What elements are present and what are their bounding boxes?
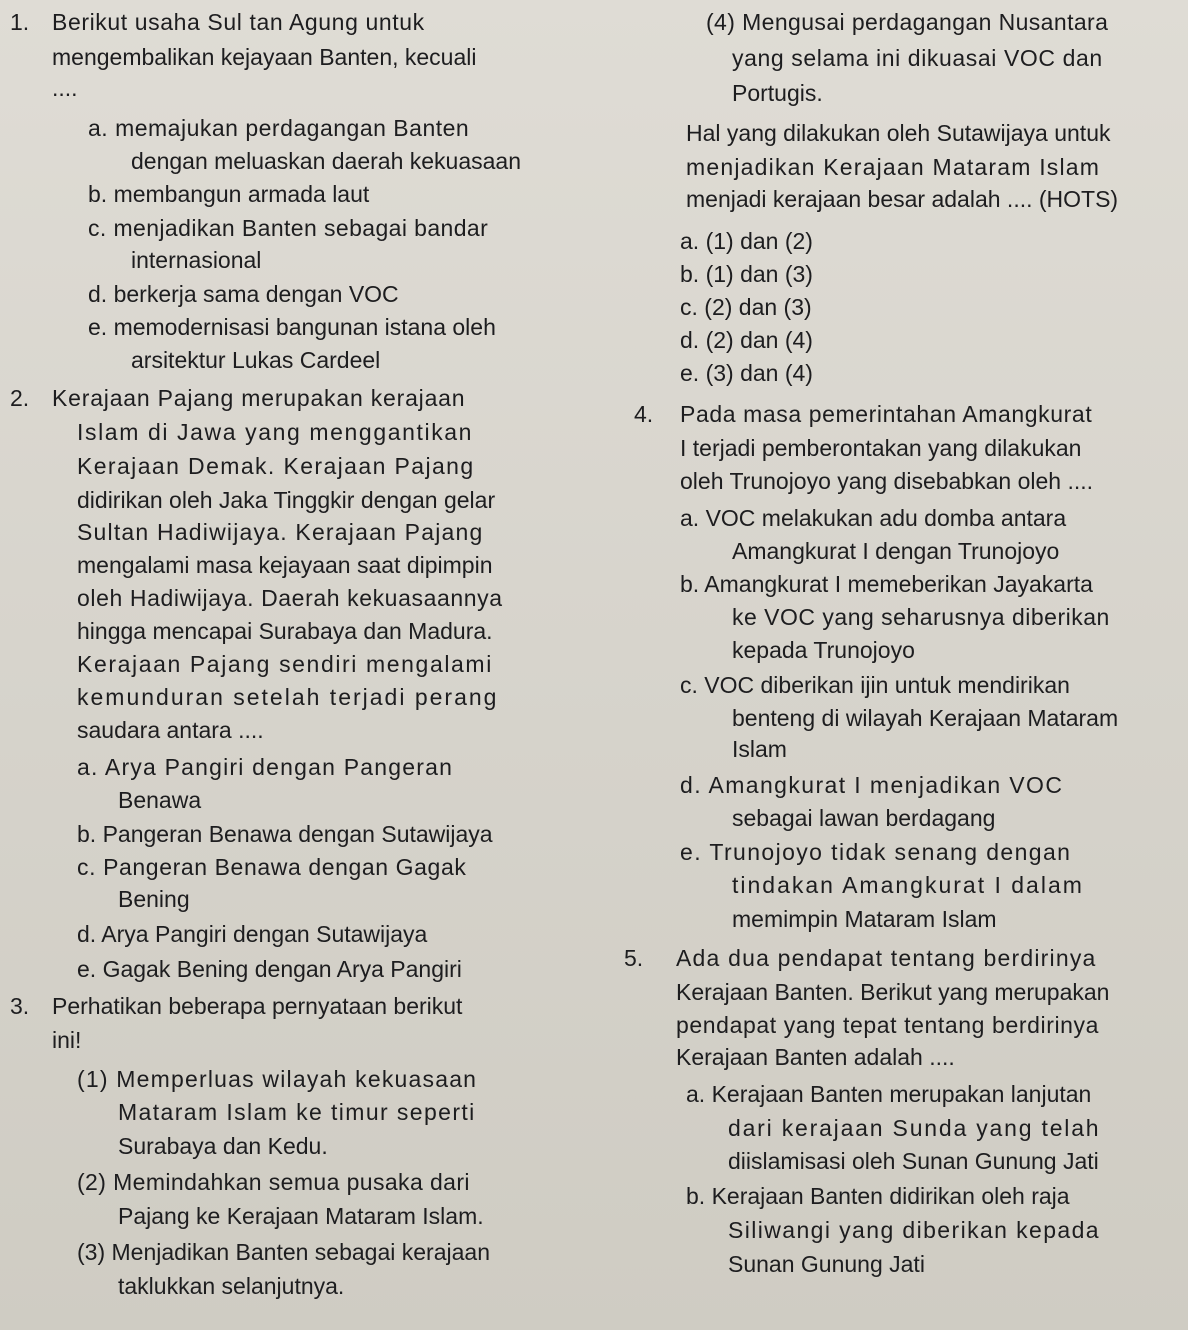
question-number: 4. xyxy=(634,401,654,427)
option-d-line[interactable]: d. Amangkurat I menjadikan VOC xyxy=(680,772,1064,798)
question-stem-line: Pada masa pemerintahan Amangkurat xyxy=(680,401,1093,427)
option-c-line[interactable]: Islam xyxy=(732,736,787,762)
question-stem-line: saudara antara .... xyxy=(77,717,264,743)
question-prompt-line: menjadi kerajaan besar adalah .... (HOTS) xyxy=(686,186,1119,212)
option-b-line[interactable]: kepada Trunojoyo xyxy=(732,637,915,663)
option-d-line[interactable]: sebagai lawan berdagang xyxy=(732,805,996,831)
option-c-line[interactable]: c. Pangeran Benawa dengan Gagak xyxy=(77,854,467,880)
option-e-line[interactable]: e. memodernisasi bangunan istana oleh xyxy=(88,314,496,340)
question-stem-line: Kerajaan Banten. Berikut yang merupakan xyxy=(676,979,1110,1005)
statement-2-line: (2) Memindahkan semua pusaka dari xyxy=(77,1169,470,1195)
option-b-line[interactable]: b. Kerajaan Banten didirikan oleh raja xyxy=(686,1183,1070,1209)
option-a-line[interactable]: Benawa xyxy=(118,787,202,813)
question-stem-line: mengalami masa kejayaan saat dipimpin xyxy=(77,552,493,578)
question-stem-line: Kerajaan Pajang sendiri mengalami xyxy=(77,651,493,677)
option-c-line[interactable]: internasional xyxy=(131,247,262,273)
option-a-line[interactable]: dengan meluaskan daerah kekuasaan xyxy=(131,148,522,174)
option-c-line[interactable]: benteng di wilayah Kerajaan Mataram xyxy=(732,705,1119,731)
question-stem-line: Berikut usaha Sul tan Agung untuk xyxy=(52,9,425,35)
question-stem-line: Perhatikan beberapa pernyataan berikut xyxy=(52,993,463,1019)
question-stem-line: oleh Hadiwijaya. Daerah kekuasaannya xyxy=(77,585,503,611)
option-d[interactable]: d. (2) dan (4) xyxy=(680,327,813,353)
option-e-line[interactable]: e. Gagak Bening dengan Arya Pangiri xyxy=(77,956,462,982)
option-b-line[interactable]: b. membangun armada laut xyxy=(88,181,370,207)
option-a-line[interactable]: a. VOC melakukan adu domba antara xyxy=(680,505,1067,531)
question-stem-line: didirikan oleh Jaka Tinggkir dengan gelar xyxy=(77,487,496,513)
statement-4-line: Portugis. xyxy=(732,80,823,106)
question-stem-line: Kerajaan Pajang merupakan kerajaan xyxy=(52,385,466,411)
statement-3-line: taklukkan selanjutnya. xyxy=(118,1273,345,1299)
option-e-line[interactable]: tindakan Amangkurat I dalam xyxy=(732,872,1084,898)
question-stem-line: hingga mencapai Surabaya dan Madura. xyxy=(77,618,493,644)
option-e-line[interactable]: e. Trunojoyo tidak senang dengan xyxy=(680,839,1072,865)
statement-4-line: yang selama ini dikuasai VOC dan xyxy=(732,45,1103,71)
question-number: 3. xyxy=(10,993,30,1019)
question-stem-line: kemunduran setelah terjadi perang xyxy=(77,684,499,710)
option-a-line[interactable]: a. Arya Pangiri dengan Pangeran xyxy=(77,754,454,780)
question-stem-line: I terjadi pemberontakan yang dilakukan xyxy=(680,435,1082,461)
option-b[interactable]: b. (1) dan (3) xyxy=(680,261,813,287)
question-number: 2. xyxy=(10,385,30,411)
option-a-line[interactable]: Amangkurat I dengan Trunojoyo xyxy=(732,538,1060,564)
question-prompt-line: menjadikan Kerajaan Mataram Islam xyxy=(686,154,1101,180)
question-stem-line: Ada dua pendapat tentang berdirinya xyxy=(676,945,1097,971)
question-stem-line: Kerajaan Banten adalah .... xyxy=(676,1044,955,1070)
option-e-line[interactable]: arsitektur Lukas Cardeel xyxy=(131,347,381,373)
option-a-line[interactable]: a. Kerajaan Banten merupakan lanjutan xyxy=(686,1081,1092,1107)
statement-1-line: (1) Memperluas wilayah kekuasaan xyxy=(77,1066,478,1092)
option-b-line[interactable]: b. Amangkurat I memeberikan Jayakarta xyxy=(680,571,1093,597)
statement-1-line: Mataram Islam ke timur seperti xyxy=(118,1099,476,1125)
statement-3-line: (3) Menjadikan Banten sebagai kerajaan xyxy=(77,1239,490,1265)
option-d-line[interactable]: d. berkerja sama dengan VOC xyxy=(88,281,399,307)
question-stem-line: Kerajaan Demak. Kerajaan Pajang xyxy=(77,453,475,479)
option-b-line[interactable]: ke VOC yang seharusnya diberikan xyxy=(732,604,1110,630)
option-b-line[interactable]: b. Pangeran Benawa dengan Sutawijaya xyxy=(77,821,493,847)
question-stem-line: pendapat yang tepat tentang berdirinya xyxy=(676,1012,1100,1038)
option-e[interactable]: e. (3) dan (4) xyxy=(680,360,813,386)
option-e-line[interactable]: memimpin Mataram Islam xyxy=(732,906,997,932)
question-stem-line: oleh Trunojoyo yang disebabkan oleh .... xyxy=(680,468,1094,494)
question-stem-line: Islam di Jawa yang menggantikan xyxy=(77,419,474,445)
option-c-line[interactable]: c. VOC diberikan ijin untuk mendirikan xyxy=(680,672,1070,698)
option-a[interactable]: a. (1) dan (2) xyxy=(680,228,813,254)
question-stem-line: mengembalikan kejayaan Banten, kecuali xyxy=(52,44,477,70)
statement-2-line: Pajang ke Kerajaan Mataram Islam. xyxy=(118,1203,484,1229)
option-a-line[interactable]: a. memajukan perdagangan Banten xyxy=(88,115,470,141)
question-stem-line: Sultan Hadiwijaya. Kerajaan Pajang xyxy=(77,519,484,545)
question-number: 1. xyxy=(10,9,30,35)
option-b-line[interactable]: Sunan Gunung Jati xyxy=(728,1251,925,1277)
option-c-line[interactable]: Bening xyxy=(118,886,190,912)
question-prompt-line: Hal yang dilakukan oleh Sutawijaya untuk xyxy=(686,120,1111,146)
option-a-line[interactable]: dari kerajaan Sunda yang telah xyxy=(728,1115,1101,1141)
option-d-line[interactable]: d. Arya Pangiri dengan Sutawijaya xyxy=(77,921,428,947)
question-stem-line: .... xyxy=(52,75,78,101)
option-c[interactable]: c. (2) dan (3) xyxy=(680,294,812,320)
option-c-line[interactable]: c. menjadikan Banten sebagai bandar xyxy=(88,215,489,241)
option-a-line[interactable]: diislamisasi oleh Sunan Gunung Jati xyxy=(728,1148,1099,1174)
statement-1-line: Surabaya dan Kedu. xyxy=(118,1133,328,1159)
statement-4-line: (4) Mengusai perdagangan Nusantara xyxy=(706,9,1109,35)
question-stem-line: ini! xyxy=(52,1027,82,1053)
question-number: 5. xyxy=(624,945,644,971)
option-b-line[interactable]: Siliwangi yang diberikan kepada xyxy=(728,1217,1101,1243)
